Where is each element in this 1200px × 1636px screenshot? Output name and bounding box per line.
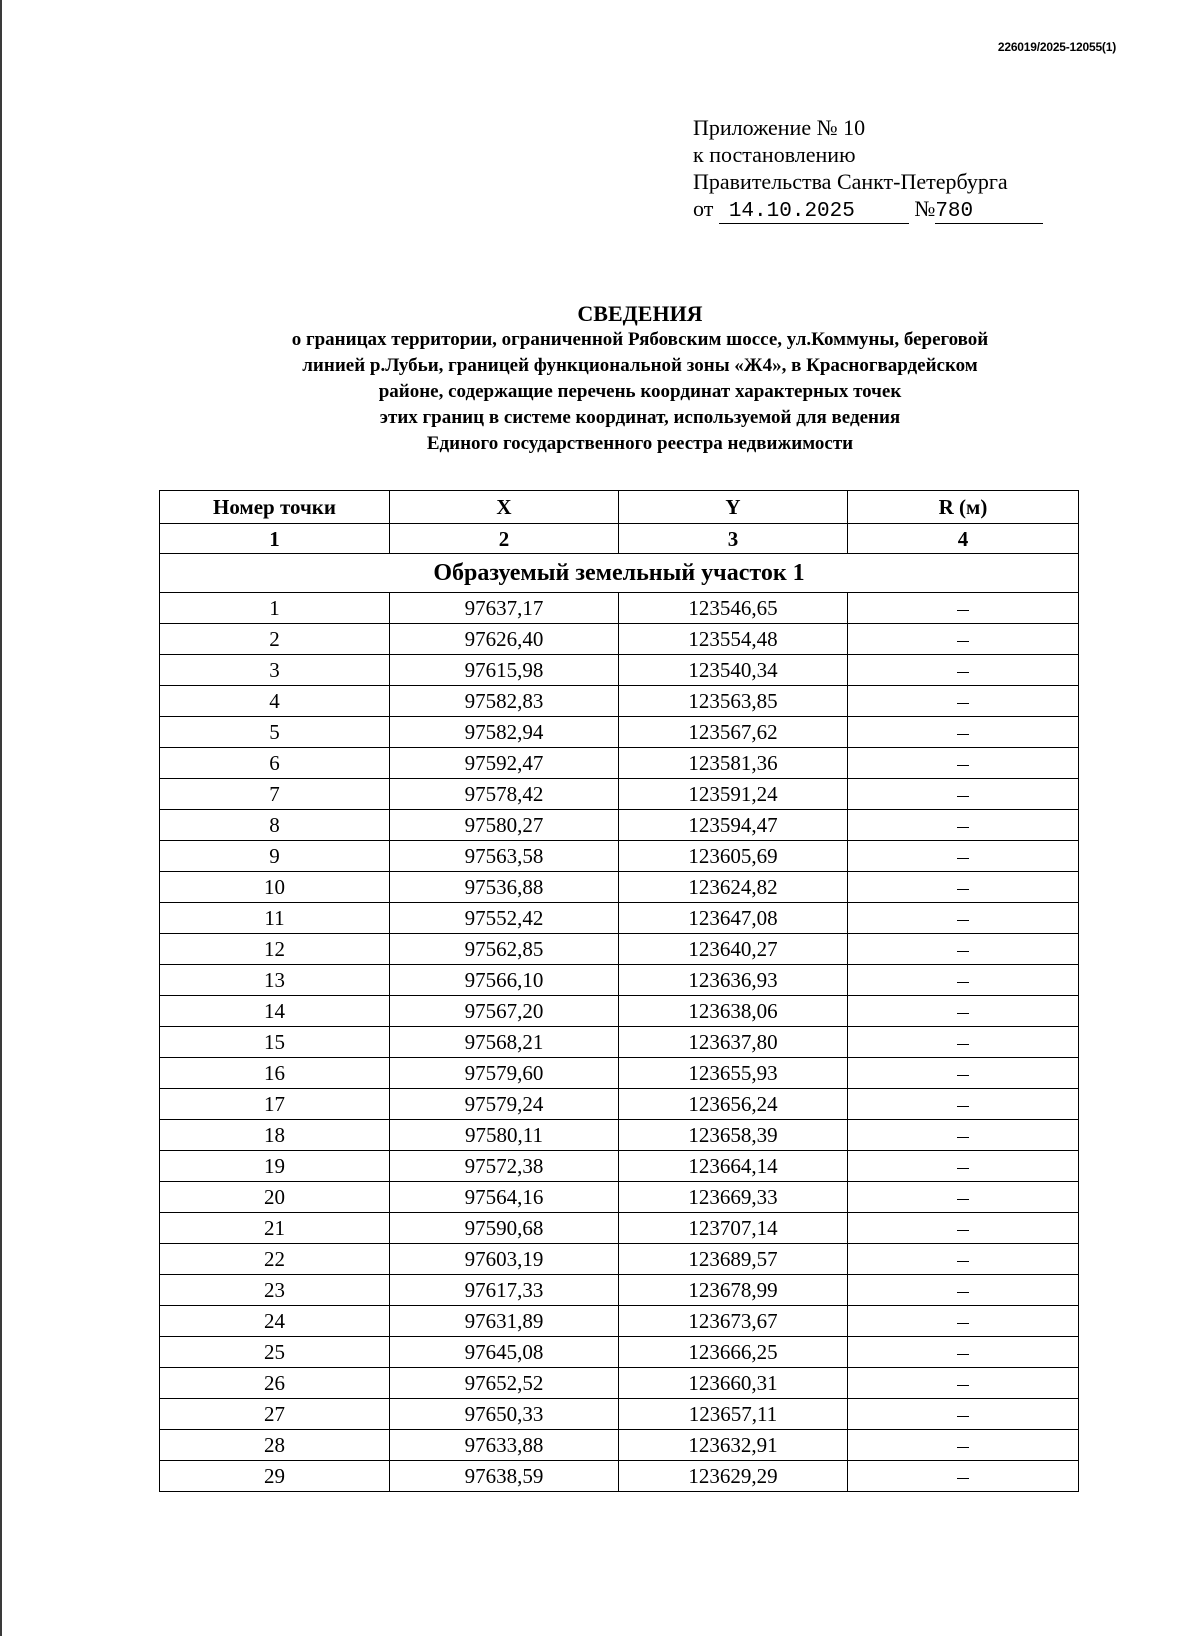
point-number-cell: 10	[160, 872, 390, 903]
column-number: 4	[848, 524, 1079, 554]
header-radius: R (м)	[848, 491, 1079, 524]
y-cell: 123540,34	[619, 655, 848, 686]
y-cell: 123669,33	[619, 1182, 848, 1213]
x-cell: 97582,94	[390, 717, 619, 748]
radius-cell	[848, 655, 1079, 686]
table-row	[160, 1306, 1079, 1337]
radius-cell	[848, 1368, 1079, 1399]
y-cell: 123666,25	[619, 1337, 848, 1368]
point-number-cell: 13	[160, 965, 390, 996]
dash-mark	[957, 672, 969, 673]
dash-mark	[957, 889, 969, 890]
y-cell: 123640,27	[619, 934, 848, 965]
point-number-cell: 16	[160, 1058, 390, 1089]
table-row	[160, 748, 1079, 779]
point-number-cell: 4	[160, 686, 390, 717]
x-cell: 97572,38	[390, 1151, 619, 1182]
table-row	[160, 1058, 1079, 1089]
resolution-date: 14.10.2025	[719, 201, 909, 224]
radius-cell	[848, 1399, 1079, 1430]
y-cell: 123638,06	[619, 996, 848, 1027]
point-number-cell: 21	[160, 1213, 390, 1244]
dash-mark	[957, 1137, 969, 1138]
x-cell: 97645,08	[390, 1337, 619, 1368]
number-prefix: №	[914, 196, 936, 221]
radius-cell	[848, 1120, 1079, 1151]
x-cell: 97579,60	[390, 1058, 619, 1089]
radius-cell	[848, 1058, 1079, 1089]
dash-mark	[957, 1106, 969, 1107]
dash-mark	[957, 1168, 969, 1169]
dash-mark	[957, 1075, 969, 1076]
point-number-cell: 3	[160, 655, 390, 686]
point-number-cell: 2	[160, 624, 390, 655]
y-cell: 123581,36	[619, 748, 848, 779]
y-cell: 123591,24	[619, 779, 848, 810]
radius-cell	[848, 686, 1079, 717]
y-cell: 123632,91	[619, 1430, 848, 1461]
column-number: 3	[619, 524, 848, 554]
point-number-cell: 29	[160, 1461, 390, 1492]
x-cell: 97631,89	[390, 1306, 619, 1337]
table-row	[160, 872, 1079, 903]
y-cell: 123563,85	[619, 686, 848, 717]
table-row	[160, 1368, 1079, 1399]
radius-cell	[848, 593, 1079, 624]
title-heading: СВЕДЕНИЯ	[577, 301, 703, 326]
y-cell: 123629,29	[619, 1461, 848, 1492]
x-cell: 97603,19	[390, 1244, 619, 1275]
table-row	[160, 1337, 1079, 1368]
radius-cell	[848, 1430, 1079, 1461]
y-cell: 123567,62	[619, 717, 848, 748]
radius-cell	[848, 996, 1079, 1027]
x-cell: 97564,16	[390, 1182, 619, 1213]
column-number-row	[160, 524, 1079, 554]
dash-mark	[957, 1478, 969, 1479]
title-line-4: этих границ в системе координат, используемой для ведения	[379, 407, 901, 428]
from-prefix: от	[693, 196, 714, 221]
y-cell: 123658,39	[619, 1120, 848, 1151]
dash-mark	[957, 1013, 969, 1014]
header-point-number: Номер точки	[160, 491, 390, 524]
point-number-cell: 5	[160, 717, 390, 748]
radius-cell	[848, 1151, 1079, 1182]
y-cell: 123624,82	[619, 872, 848, 903]
resolution-number: 780	[935, 201, 1043, 224]
table-row	[160, 1089, 1079, 1120]
title-line-2: линией р.Лубьи, границей функциональной зоны «Ж4», в Красногвардейском	[302, 355, 978, 376]
table-row	[160, 1399, 1079, 1430]
table-row	[160, 841, 1079, 872]
radius-cell	[848, 748, 1079, 779]
table-row	[160, 1182, 1079, 1213]
radius-cell	[848, 1275, 1079, 1306]
radius-cell	[848, 965, 1079, 996]
dash-mark	[957, 1261, 969, 1262]
x-cell: 97637,17	[390, 593, 619, 624]
y-cell: 123660,31	[619, 1368, 848, 1399]
x-cell: 97578,42	[390, 779, 619, 810]
title-line-3: районе, содержащие перечень координат характерных точек	[378, 381, 902, 402]
y-cell: 123656,24	[619, 1089, 848, 1120]
point-number-cell: 11	[160, 903, 390, 934]
table-row	[160, 1120, 1079, 1151]
x-cell: 97650,33	[390, 1399, 619, 1430]
dash-mark	[957, 1044, 969, 1045]
point-number-cell: 15	[160, 1027, 390, 1058]
appendix-line-1: Приложение № 10	[693, 115, 866, 140]
y-cell: 123605,69	[619, 841, 848, 872]
table-row	[160, 779, 1079, 810]
section-row	[160, 554, 1079, 593]
appendix-date-line	[693, 195, 1043, 224]
y-cell: 123689,57	[619, 1244, 848, 1275]
radius-cell	[848, 1213, 1079, 1244]
point-number-cell: 23	[160, 1275, 390, 1306]
document-title	[160, 300, 1120, 457]
table-row	[160, 1213, 1079, 1244]
table-row	[160, 965, 1079, 996]
dash-mark	[957, 641, 969, 642]
column-number: 1	[160, 524, 390, 554]
point-number-cell: 28	[160, 1430, 390, 1461]
table-row	[160, 1027, 1079, 1058]
x-cell: 97536,88	[390, 872, 619, 903]
dash-mark	[957, 796, 969, 797]
x-cell: 97590,68	[390, 1213, 619, 1244]
appendix-line-2: к постановлению	[693, 142, 856, 167]
point-number-cell: 20	[160, 1182, 390, 1213]
section-title: Образуемый земельный участок 1	[160, 554, 1079, 593]
x-cell: 97563,58	[390, 841, 619, 872]
point-number-cell: 12	[160, 934, 390, 965]
radius-cell	[848, 717, 1079, 748]
table-row	[160, 1275, 1079, 1306]
dash-mark	[957, 982, 969, 983]
dash-mark	[957, 1230, 969, 1231]
point-number-cell: 6	[160, 748, 390, 779]
table-row	[160, 593, 1079, 624]
point-number-cell: 24	[160, 1306, 390, 1337]
table-row	[160, 717, 1079, 748]
x-cell: 97562,85	[390, 934, 619, 965]
y-cell: 123554,48	[619, 624, 848, 655]
x-cell: 97592,47	[390, 748, 619, 779]
dash-mark	[957, 1323, 969, 1324]
y-cell: 123707,14	[619, 1213, 848, 1244]
point-number-cell: 8	[160, 810, 390, 841]
radius-cell	[848, 810, 1079, 841]
dash-mark	[957, 703, 969, 704]
point-number-cell: 27	[160, 1399, 390, 1430]
x-cell: 97633,88	[390, 1430, 619, 1461]
y-cell: 123664,14	[619, 1151, 848, 1182]
point-number-cell: 14	[160, 996, 390, 1027]
appendix-line-3: Правительства Санкт-Петербурга	[693, 169, 1008, 194]
header-y: Y	[619, 491, 848, 524]
radius-cell	[848, 841, 1079, 872]
x-cell: 97626,40	[390, 624, 619, 655]
dash-mark	[957, 827, 969, 828]
y-cell: 123657,11	[619, 1399, 848, 1430]
x-cell: 97582,83	[390, 686, 619, 717]
dash-mark	[957, 765, 969, 766]
y-cell: 123673,67	[619, 1306, 848, 1337]
radius-cell	[848, 903, 1079, 934]
point-number-cell: 25	[160, 1337, 390, 1368]
x-cell: 97566,10	[390, 965, 619, 996]
x-cell: 97568,21	[390, 1027, 619, 1058]
radius-cell	[848, 934, 1079, 965]
dash-mark	[957, 858, 969, 859]
table-row	[160, 934, 1079, 965]
radius-cell	[848, 779, 1079, 810]
table-row	[160, 686, 1079, 717]
point-number-cell: 18	[160, 1120, 390, 1151]
point-number-cell: 1	[160, 593, 390, 624]
point-number-cell: 17	[160, 1089, 390, 1120]
table-row	[160, 1244, 1079, 1275]
point-number-cell: 7	[160, 779, 390, 810]
table-row	[160, 903, 1079, 934]
appendix-block	[693, 114, 1043, 224]
dash-mark	[957, 734, 969, 735]
y-cell: 123655,93	[619, 1058, 848, 1089]
dash-mark	[957, 1292, 969, 1293]
scan-edge	[0, 0, 2, 1636]
y-cell: 123546,65	[619, 593, 848, 624]
x-cell: 97652,52	[390, 1368, 619, 1399]
table-row	[160, 810, 1079, 841]
document-id: 226019/2025-12055(1)	[997, 40, 1116, 54]
x-cell: 97580,11	[390, 1120, 619, 1151]
table-row	[160, 1151, 1079, 1182]
point-number-cell: 19	[160, 1151, 390, 1182]
y-cell: 123678,99	[619, 1275, 848, 1306]
y-cell: 123594,47	[619, 810, 848, 841]
dash-mark	[957, 1416, 969, 1417]
dash-mark	[957, 951, 969, 952]
title-line-5: Единого государственного реестра недвижимости	[426, 433, 854, 454]
x-cell: 97552,42	[390, 903, 619, 934]
radius-cell	[848, 1027, 1079, 1058]
table-row	[160, 624, 1079, 655]
x-cell: 97638,59	[390, 1461, 619, 1492]
y-cell: 123637,80	[619, 1027, 848, 1058]
y-cell: 123636,93	[619, 965, 848, 996]
radius-cell	[848, 1461, 1079, 1492]
radius-cell	[848, 624, 1079, 655]
radius-cell	[848, 872, 1079, 903]
table-header-row	[160, 491, 1079, 524]
point-number-cell: 22	[160, 1244, 390, 1275]
x-cell: 97617,33	[390, 1275, 619, 1306]
dash-mark	[957, 610, 969, 611]
x-cell: 97580,27	[390, 810, 619, 841]
table-row	[160, 1430, 1079, 1461]
dash-mark	[957, 920, 969, 921]
dash-mark	[957, 1385, 969, 1386]
y-cell: 123647,08	[619, 903, 848, 934]
radius-cell	[848, 1337, 1079, 1368]
radius-cell	[848, 1089, 1079, 1120]
radius-cell	[848, 1306, 1079, 1337]
x-cell: 97579,24	[390, 1089, 619, 1120]
dash-mark	[957, 1199, 969, 1200]
header-x: X	[390, 491, 619, 524]
dash-mark	[957, 1447, 969, 1448]
x-cell: 97615,98	[390, 655, 619, 686]
column-number: 2	[390, 524, 619, 554]
table-row	[160, 655, 1079, 686]
title-line-1: о границах территории, ограниченной Рябовским шоссе, ул.Коммуны, береговой	[291, 329, 989, 350]
table-row	[160, 1461, 1079, 1492]
point-number-cell: 26	[160, 1368, 390, 1399]
table-row	[160, 996, 1079, 1027]
point-number-cell: 9	[160, 841, 390, 872]
coordinates-table	[159, 490, 1079, 1492]
x-cell: 97567,20	[390, 996, 619, 1027]
dash-mark	[957, 1354, 969, 1355]
radius-cell	[848, 1182, 1079, 1213]
radius-cell	[848, 1244, 1079, 1275]
